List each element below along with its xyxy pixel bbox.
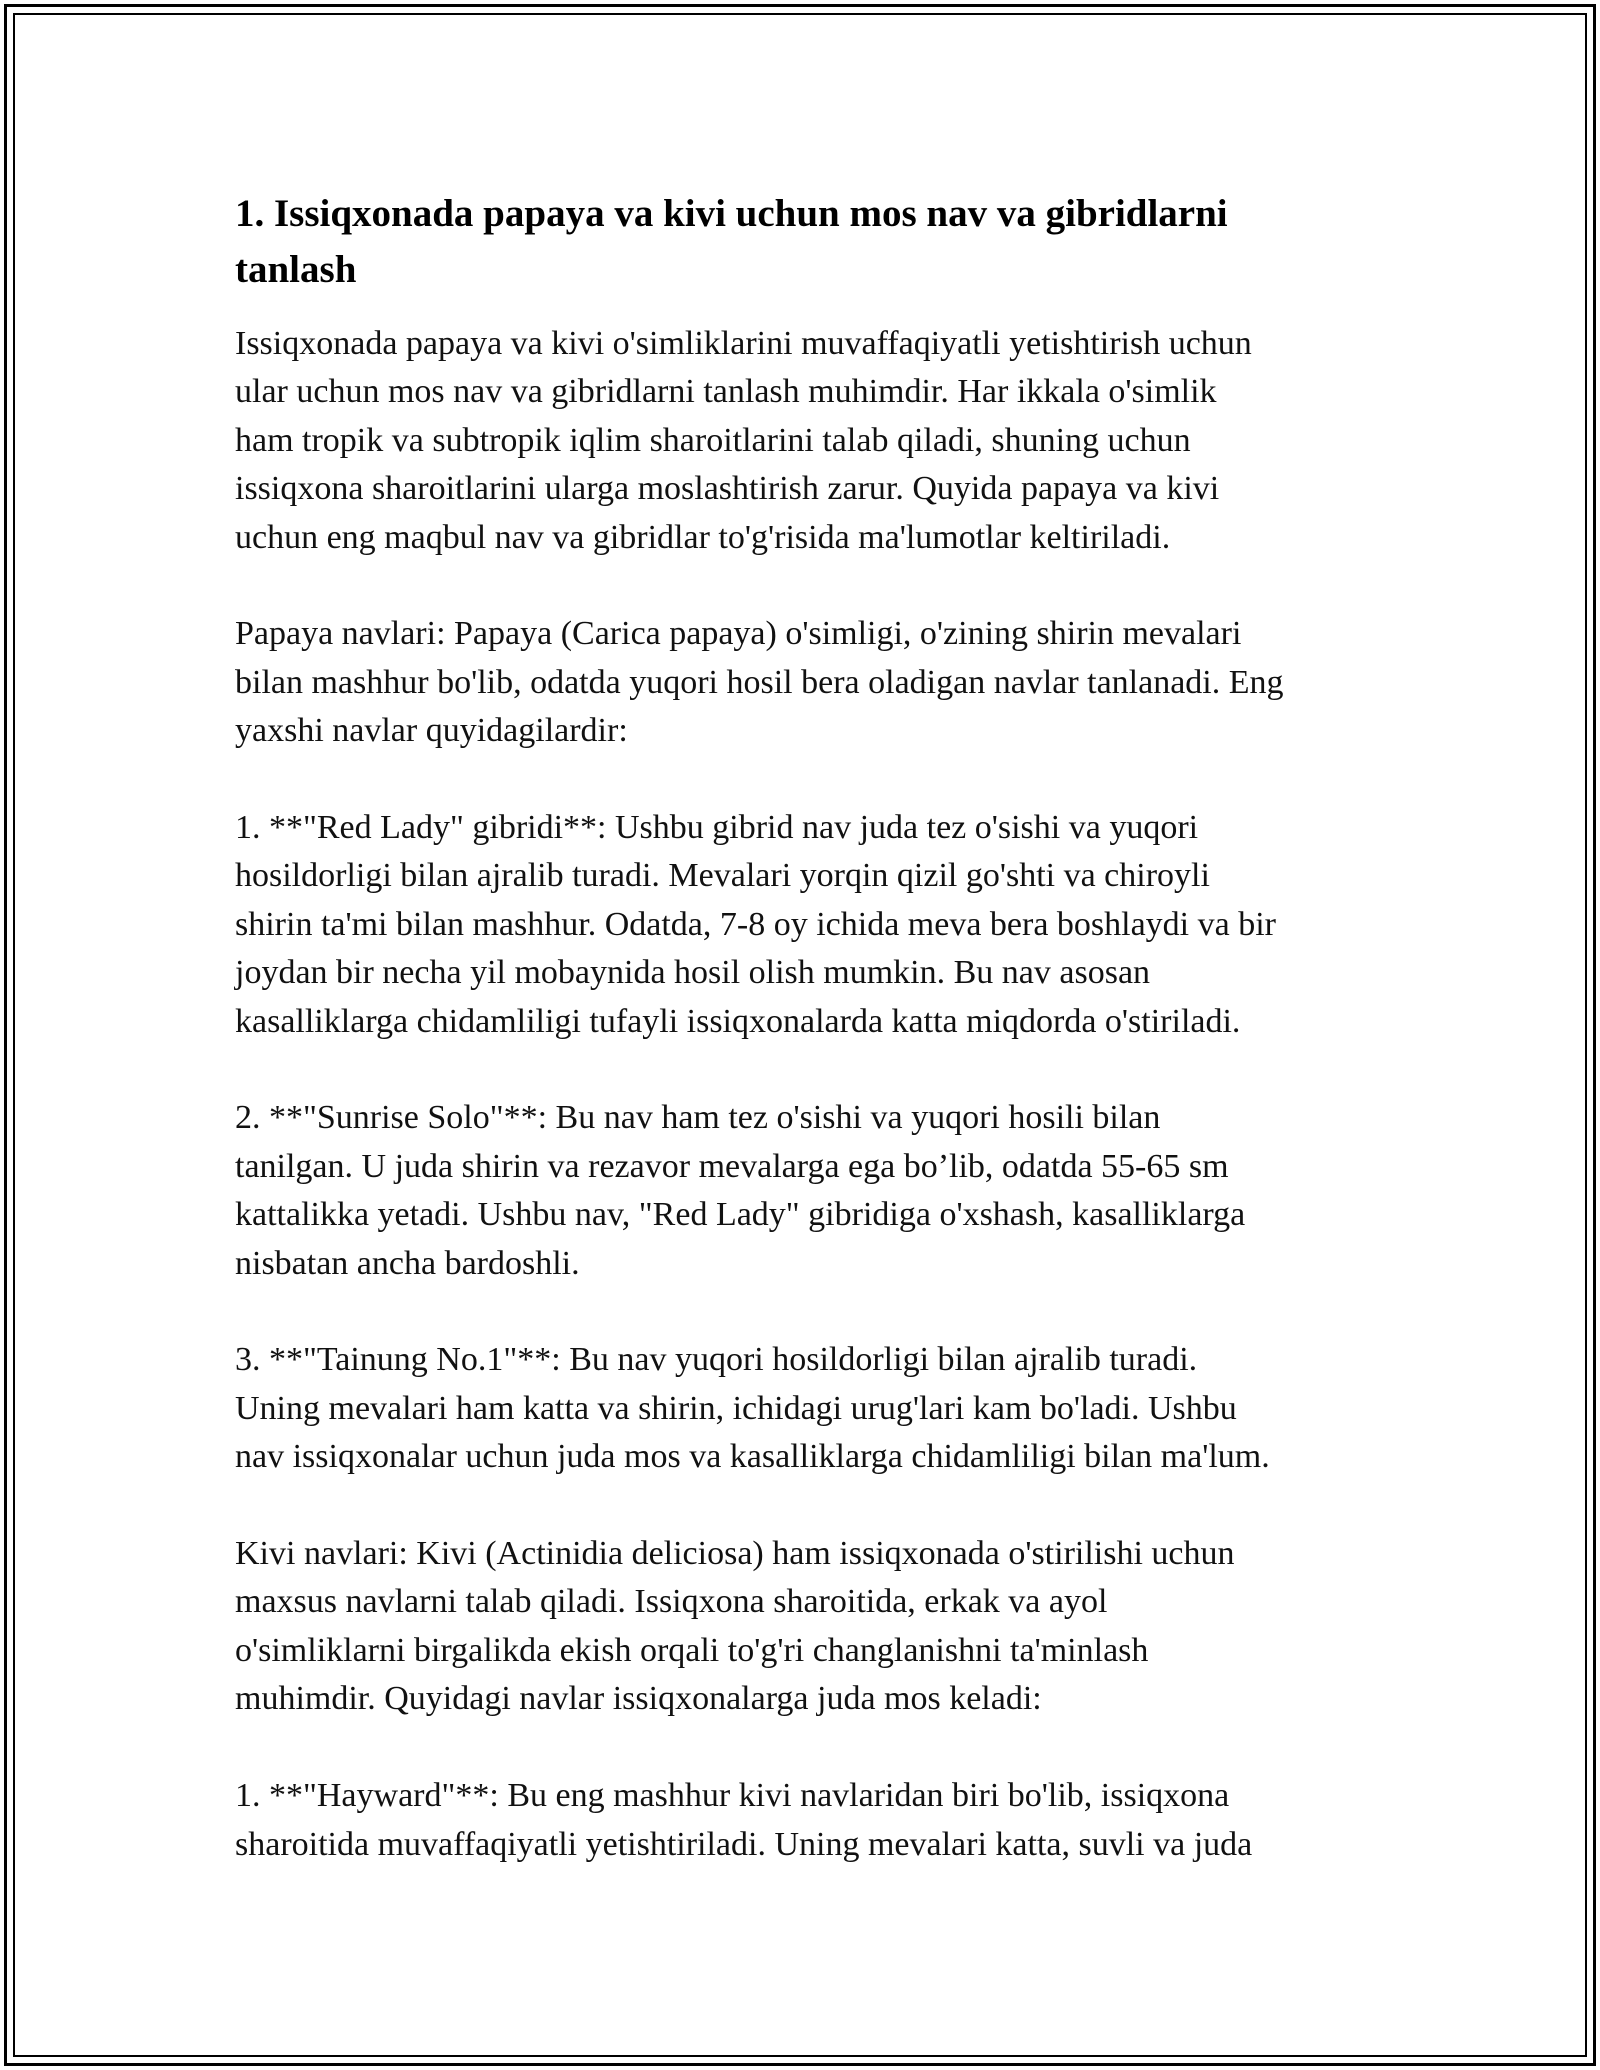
hayward-paragraph: 1. **"Hayward"**: Bu eng mashhur kivi navlaridan biri bo'lib, issiqxona sharoitida muvaffaqiyatli yetishtiriladi. Uning mevalari katta, suvli va juda [235, 1777, 1253, 1863]
document-body [235, 186, 1385, 1869]
red-lady-paragraph: 1. **"Red Lady" gibridi**: Ushbu gibrid nav juda tez o'sishi va yuqori hosildorligi bilan ajralib turadi. Mevalari yorqin qizil go'shti va chiroyli shirin ta'mi bilan mashhur. Odatda, 7-8 oy ichida meva bera boshlaydi va bir joydan bir necha yil mobaynida hosil olish mumkin. Bu nav asosan kasalliklarga chidamliligi tufayli issiqxonalarda katta miqdorda o'stiriladi. [235, 809, 1276, 1040]
intro-paragraph: Issiqxonada papaya va kivi o'simliklarini muvaffaqiyatli yetishtirish uchun ular uchun mos nav va gibridlarni tanlash muhimdir. Har ikkala o'simlik ham tropik va subtropik iqlim sharoitlarini talab qiladi, shuning uchun issiqxona sharoitlarini ularga moslashtirish zarur. Quyida papaya va kivi uchun eng maqbul nav va gibridlar to'g'risida ma'lumotlar keltiriladi. [235, 325, 1252, 556]
tainung-paragraph: 3. **"Tainung No.1"**: Bu nav yuqori hosildorligi bilan ajralib turadi. Uning mevalari ham katta va shirin, ichidagi urug'lari kam bo'ladi. Ushbu nav issiqxonalar uchun juda mos va kasalliklarga chidamliligi bilan ma'lum. [235, 1341, 1270, 1476]
kiwi-varieties-paragraph: Kivi navlari: Kivi (Actinidia deliciosa) ham issiqxonada o'stirilishi uchun maxsus navlarni talab qiladi. Issiqxona sharoitida, erkak va ayol o'simliklarni birgalikda ekish orqali to'g'ri changlanishni ta'minlash muhimdir. Quyidagi navlar issiqxonalarga juda mos keladi: [235, 1535, 1235, 1718]
papaya-varieties-paragraph: Papaya navlari: Papaya (Carica papaya) o'simligi, o'zining shirin mevalari bilan mashhur bo'lib, odatda yuqori hosil bera oladigan navlar tanlanadi. Eng yaxshi navlar quyidagilardir: [235, 615, 1284, 750]
sunrise-solo-paragraph: 2. **"Sunrise Solo"**: Bu nav ham tez o'sishi va yuqori hosili bilan tanilgan. U juda shirin va rezavor mevalarga ega bo’lib, odatda 55-65 sm kattalikka yetadi. Ushbu nav, "Red Lady" gibridiga o'xshash, kasalliklarga nisbatan ancha bardoshli. [235, 1099, 1246, 1282]
section-heading: 1. Issiqxonada papaya va kivi uchun mos nav va gibridlarni tanlash [235, 192, 1228, 291]
